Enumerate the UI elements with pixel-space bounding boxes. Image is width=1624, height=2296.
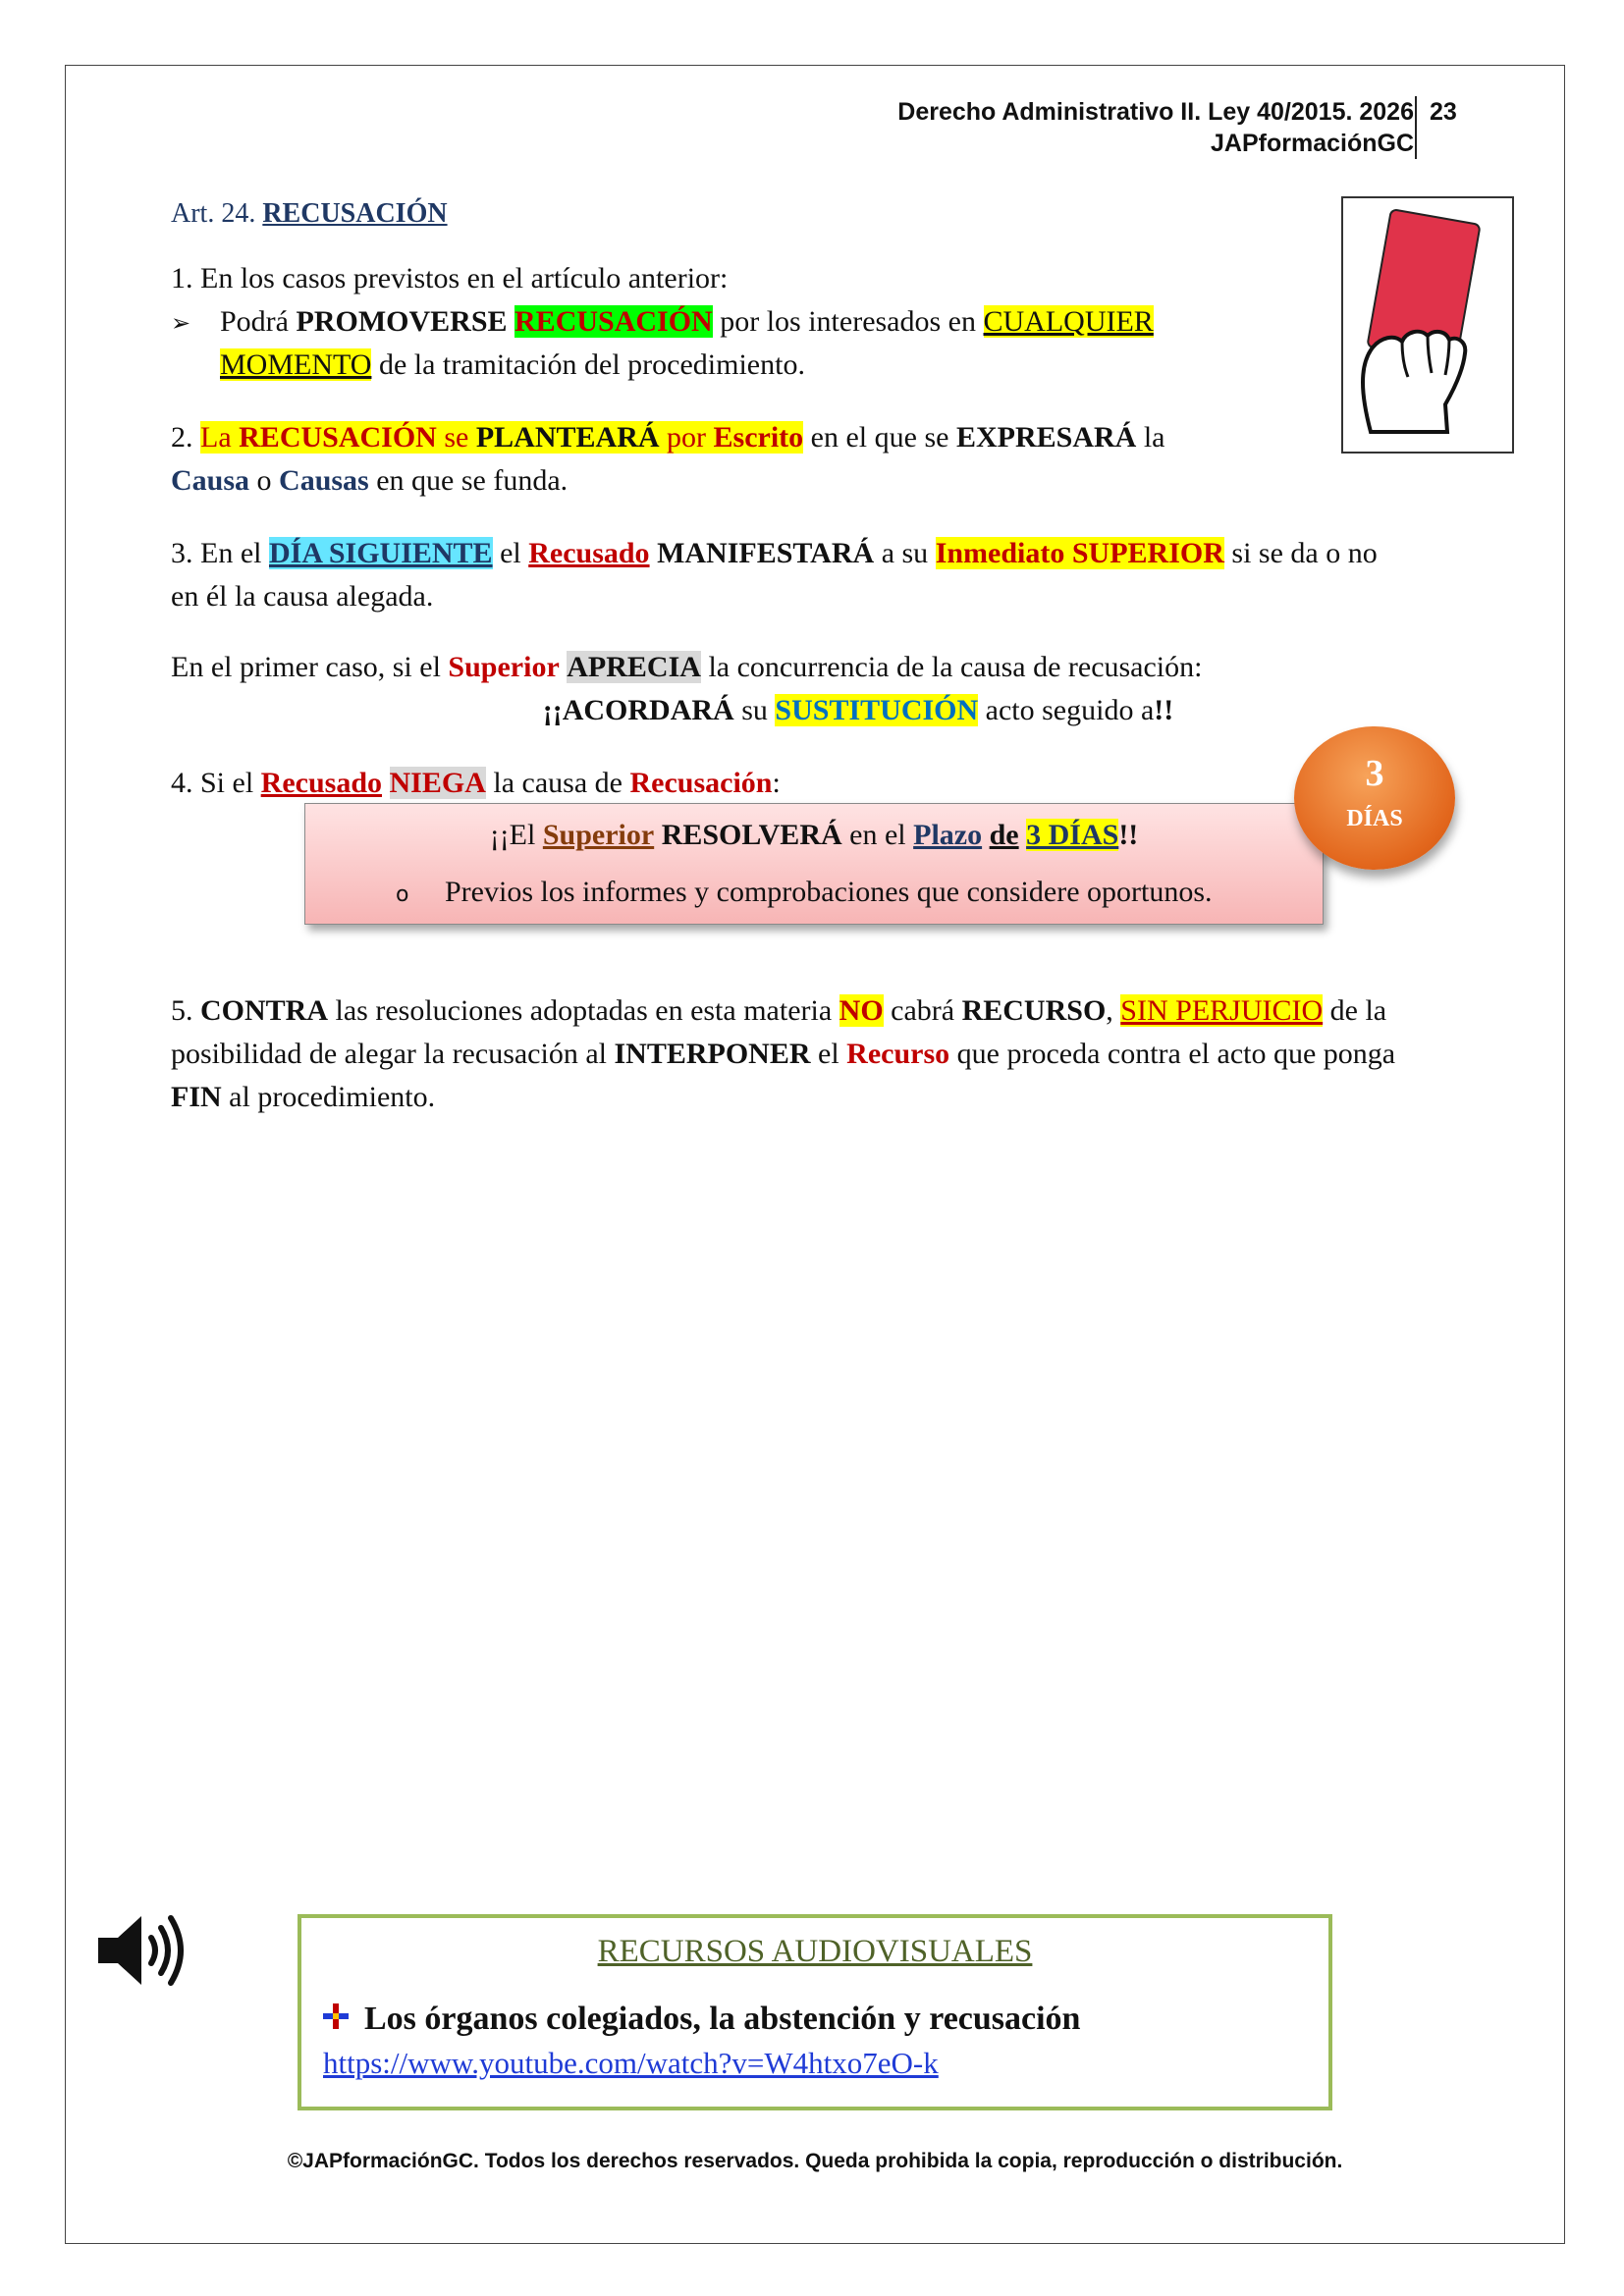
paragraph-4: 4. Si el Recusado NIEGA la causa de Recusación:: [171, 767, 781, 799]
paragraph-5: 5. CONTRA las resoluciones adoptadas en esta materia NO cabrá RECURSO, SIN PERJUICIO de la: [171, 994, 1387, 1027]
paragraph-1-bullet-cont: MOMENTO de la tramitación del procedimiento.: [220, 348, 805, 381]
badge-label: DÍAS: [1346, 806, 1403, 831]
paragraph-5-end: FIN al procedimiento.: [171, 1081, 436, 1113]
copyright-footer: ©JAPformaciónGC. Todos los derechos reservados. Queda prohibida la copia, reproducción o distribución.: [287, 2150, 1343, 2172]
resources-title: RECURSOS AUDIOVISUALES: [597, 1934, 1033, 1969]
header-divider: [1415, 96, 1417, 159]
paragraph-2: 2. La RECUSACIÓN se PLANTEARÁ por Escrito en el que se EXPRESARÁ la: [171, 421, 1165, 454]
article-heading: [171, 192, 448, 236]
paragraph-1-intro: 1. En los casos previstos en el artículo anterior:: [171, 262, 729, 294]
header-brand: JAPformaciónGC: [1211, 130, 1414, 157]
callout-box: [304, 803, 1324, 925]
callout-sub-line: o Previos los informes y comprobaciones que considere oportunos.: [396, 871, 1213, 917]
header-title: Derecho Administrativo II. Ley 40/2015. 2026: [897, 98, 1414, 126]
days-badge: [1294, 726, 1455, 870]
page-header: [687, 96, 1414, 159]
youtube-link[interactable]: https://www.youtube.com/watch?v=W4htxo7eO-k: [323, 2046, 939, 2080]
paragraph-1-bullet: ➢ Podrá PROMOVERSE RECUSACIÓN por los interesados en CUALQUIER: [171, 300, 1154, 345]
cross-bullet-icon: [321, 2001, 364, 2042]
article-title: RECUSACIÓN: [262, 198, 448, 229]
paragraph-3-cont: en él la causa alegada.: [171, 580, 434, 613]
badge-number: 3: [1365, 753, 1384, 794]
red-card-icon: [1341, 196, 1514, 454]
page-number: 23: [1430, 98, 1457, 126]
paragraph-3: 3. En el DÍA SIGUIENTE el Recusado MANIFESTARÁ a su Inmediato SUPERIOR si se da o no: [171, 537, 1378, 569]
resources-item: Los órganos colegiados, la abstención y recusación: [321, 1999, 1080, 2042]
callout-main-line: ¡¡El Superior RESOLVERÁ en el Plazo de 3 DÍAS!!: [489, 819, 1139, 851]
speaker-icon: [94, 1908, 192, 1993]
paragraph-3b-conclusion: ¡¡ACORDARÁ su SUSTITUCIÓN acto seguido a!!: [542, 694, 1174, 726]
paragraph-3b: En el primer caso, si el Superior APRECIA la concurrencia de la causa de recusación:: [171, 651, 1203, 683]
paragraph-5-cont: posibilidad de alegar la recusación al INTERPONER el Recurso que proceda contra el acto que ponga: [171, 1038, 1396, 1070]
article-prefix: Art. 24.: [171, 198, 256, 229]
arrow-bullet-icon: ➢: [171, 309, 191, 337]
circle-bullet-icon: o: [396, 882, 409, 907]
paragraph-2-cont: Causa o Causas en que se funda.: [171, 464, 568, 497]
resources-box: [298, 1914, 1332, 2110]
